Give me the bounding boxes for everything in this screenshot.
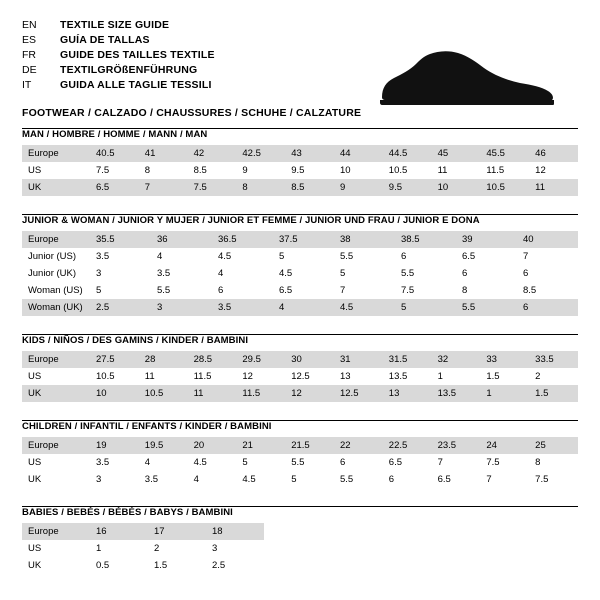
cell: 33.5 bbox=[529, 351, 578, 368]
cell: 31.5 bbox=[383, 351, 432, 368]
cell: 19 bbox=[90, 437, 139, 454]
row-label: US bbox=[22, 540, 90, 557]
cell: 3.5 bbox=[90, 248, 151, 265]
cell: 9 bbox=[236, 162, 285, 179]
cell: 21 bbox=[236, 437, 285, 454]
language-title-list bbox=[22, 18, 215, 93]
cell: 1 bbox=[432, 368, 481, 385]
cell: 9.5 bbox=[383, 179, 432, 196]
row-label: Europe bbox=[22, 523, 90, 540]
header bbox=[22, 18, 578, 119]
cell: 2.5 bbox=[206, 557, 264, 574]
cell: 8 bbox=[236, 179, 285, 196]
language-row bbox=[22, 18, 215, 33]
cell: 5 bbox=[236, 454, 285, 471]
cell: 5.5 bbox=[334, 471, 383, 488]
cell: 23.5 bbox=[432, 437, 481, 454]
size-table-kids bbox=[22, 351, 578, 402]
cell: 45 bbox=[432, 145, 481, 162]
cell: 37.5 bbox=[273, 231, 334, 248]
cell: 5.5 bbox=[456, 299, 517, 316]
cell: 8 bbox=[529, 454, 578, 471]
table-row bbox=[22, 454, 578, 471]
row-label: Europe bbox=[22, 351, 90, 368]
cell: 3.5 bbox=[212, 299, 273, 316]
cell: 10 bbox=[90, 385, 139, 402]
cell: 5.5 bbox=[395, 265, 456, 282]
cell: 10.5 bbox=[139, 385, 188, 402]
cell: 10 bbox=[334, 162, 383, 179]
row-label: Junior (UK) bbox=[22, 265, 90, 282]
cell: 6.5 bbox=[432, 471, 481, 488]
cell: 20 bbox=[188, 437, 237, 454]
cell: 4 bbox=[188, 471, 237, 488]
cell: 7.5 bbox=[480, 454, 529, 471]
size-table-man bbox=[22, 145, 578, 196]
cell: 13 bbox=[383, 385, 432, 402]
cell: 6 bbox=[334, 454, 383, 471]
cell: 6 bbox=[212, 282, 273, 299]
table-row bbox=[22, 282, 578, 299]
cell: 11 bbox=[529, 179, 578, 196]
cell: 13.5 bbox=[383, 368, 432, 385]
section-kids bbox=[22, 334, 578, 402]
table-row bbox=[22, 299, 578, 316]
cell: 8.5 bbox=[517, 282, 578, 299]
language-code: DE bbox=[22, 64, 37, 76]
cell: 7 bbox=[334, 282, 395, 299]
cell: 6.5 bbox=[456, 248, 517, 265]
size-table-children bbox=[22, 437, 578, 488]
cell: 11.5 bbox=[236, 385, 285, 402]
row-label: Junior (US) bbox=[22, 248, 90, 265]
cell: 6 bbox=[383, 471, 432, 488]
row-label: Woman (UK) bbox=[22, 299, 90, 316]
cell: 9.5 bbox=[285, 162, 334, 179]
table-row bbox=[22, 385, 578, 402]
footwear-heading: FOOTWEAR / CALZADO / CHAUSSURES / SCHUHE / CALZATURE bbox=[22, 107, 362, 119]
cell: 36.5 bbox=[212, 231, 273, 248]
section-babies bbox=[22, 506, 578, 574]
cell: 12 bbox=[529, 162, 578, 179]
cell: 9 bbox=[334, 179, 383, 196]
cell: 4 bbox=[139, 454, 188, 471]
section-junior-woman bbox=[22, 214, 578, 316]
cell: 11 bbox=[139, 368, 188, 385]
cell: 11.5 bbox=[480, 162, 529, 179]
cell: 1.5 bbox=[529, 385, 578, 402]
cell: 1.5 bbox=[480, 368, 529, 385]
cell: 1.5 bbox=[148, 557, 206, 574]
cell: 5 bbox=[395, 299, 456, 316]
cell: 22.5 bbox=[383, 437, 432, 454]
cell: 39 bbox=[456, 231, 517, 248]
cell: 22 bbox=[334, 437, 383, 454]
cell: 27.5 bbox=[90, 351, 139, 368]
cell: 1 bbox=[480, 385, 529, 402]
cell: 3 bbox=[90, 265, 151, 282]
cell: 13.5 bbox=[432, 385, 481, 402]
cell: 5 bbox=[285, 471, 334, 488]
table-row bbox=[22, 145, 578, 162]
cell: 38.5 bbox=[395, 231, 456, 248]
cell: 4 bbox=[273, 299, 334, 316]
cell: 5.5 bbox=[285, 454, 334, 471]
cell: 7 bbox=[432, 454, 481, 471]
cell: 12 bbox=[236, 368, 285, 385]
cell: 12.5 bbox=[334, 385, 383, 402]
cell: 10.5 bbox=[480, 179, 529, 196]
cell: 32 bbox=[432, 351, 481, 368]
cell: 7 bbox=[517, 248, 578, 265]
language-row bbox=[22, 78, 215, 93]
cell: 36 bbox=[151, 231, 212, 248]
row-label: UK bbox=[22, 471, 90, 488]
language-code: ES bbox=[22, 34, 37, 46]
table-row bbox=[22, 540, 264, 557]
section-title: MAN / HOMBRE / HOMME / MANN / MAN bbox=[22, 129, 208, 140]
language-title: GUÍA DE TALLAS bbox=[60, 34, 150, 46]
cell: 45.5 bbox=[480, 145, 529, 162]
table-row bbox=[22, 265, 578, 282]
cell: 6 bbox=[517, 265, 578, 282]
cell: 5.5 bbox=[151, 282, 212, 299]
row-label: Europe bbox=[22, 145, 90, 162]
language-code: FR bbox=[22, 49, 36, 61]
cell: 4 bbox=[212, 265, 273, 282]
section-man bbox=[22, 128, 578, 196]
cell: 7.5 bbox=[529, 471, 578, 488]
cell: 24 bbox=[480, 437, 529, 454]
table-row bbox=[22, 351, 578, 368]
cell: 17 bbox=[148, 523, 206, 540]
cell: 38 bbox=[334, 231, 395, 248]
row-label: US bbox=[22, 162, 90, 179]
cell: 41 bbox=[139, 145, 188, 162]
size-table-junior-woman bbox=[22, 231, 578, 316]
row-label: UK bbox=[22, 557, 90, 574]
cell: 46 bbox=[529, 145, 578, 162]
cell: 1 bbox=[90, 540, 148, 557]
row-label: UK bbox=[22, 179, 90, 196]
cell: 2.5 bbox=[90, 299, 151, 316]
cell: 29.5 bbox=[236, 351, 285, 368]
language-title-list-body bbox=[22, 18, 215, 93]
row-label: UK bbox=[22, 385, 90, 402]
cell: 12 bbox=[285, 385, 334, 402]
cell: 0.5 bbox=[90, 557, 148, 574]
cell: 4.5 bbox=[236, 471, 285, 488]
language-row bbox=[22, 48, 215, 63]
cell: 6.5 bbox=[273, 282, 334, 299]
cell: 3.5 bbox=[151, 265, 212, 282]
cell: 10.5 bbox=[383, 162, 432, 179]
cell: 6.5 bbox=[90, 179, 139, 196]
cell: 40 bbox=[517, 231, 578, 248]
row-label: US bbox=[22, 454, 90, 471]
cell: 5 bbox=[90, 282, 151, 299]
cell: 44.5 bbox=[383, 145, 432, 162]
table-row bbox=[22, 179, 578, 196]
cell: 18 bbox=[206, 523, 264, 540]
language-code: IT bbox=[22, 79, 32, 91]
cell: 21.5 bbox=[285, 437, 334, 454]
cell: 40.5 bbox=[90, 145, 139, 162]
cell: 33 bbox=[480, 351, 529, 368]
cell: 25 bbox=[529, 437, 578, 454]
table-row bbox=[22, 231, 578, 248]
table-row bbox=[22, 437, 578, 454]
cell: 3.5 bbox=[139, 471, 188, 488]
language-row bbox=[22, 33, 215, 48]
cell: 7.5 bbox=[395, 282, 456, 299]
cell: 5 bbox=[273, 248, 334, 265]
cell: 7.5 bbox=[188, 179, 237, 196]
section-title: CHILDREN / INFANTIL / ENFANTS / KINDER / BAMBINI bbox=[22, 421, 272, 432]
cell: 28.5 bbox=[188, 351, 237, 368]
cell: 8.5 bbox=[188, 162, 237, 179]
table-row bbox=[22, 248, 578, 265]
cell: 6 bbox=[395, 248, 456, 265]
cell: 19.5 bbox=[139, 437, 188, 454]
language-row bbox=[22, 63, 215, 78]
table-row bbox=[22, 162, 578, 179]
cell: 7 bbox=[139, 179, 188, 196]
cell: 11 bbox=[188, 385, 237, 402]
cell: 11 bbox=[432, 162, 481, 179]
row-label: Europe bbox=[22, 231, 90, 248]
dress-shoe-icon bbox=[376, 44, 556, 106]
cell: 44 bbox=[334, 145, 383, 162]
cell: 7 bbox=[480, 471, 529, 488]
row-label: Europe bbox=[22, 437, 90, 454]
section-title: BABIES / BEBÉS / BÉBÉS / BABYS / BAMBINI bbox=[22, 507, 233, 518]
cell: 3 bbox=[151, 299, 212, 316]
cell: 30 bbox=[285, 351, 334, 368]
table-row bbox=[22, 471, 578, 488]
cell: 43 bbox=[285, 145, 334, 162]
cell: 4.5 bbox=[188, 454, 237, 471]
cell: 6 bbox=[456, 265, 517, 282]
cell: 6 bbox=[517, 299, 578, 316]
cell: 4.5 bbox=[273, 265, 334, 282]
cell: 11.5 bbox=[188, 368, 237, 385]
cell: 3 bbox=[206, 540, 264, 557]
row-label: Woman (US) bbox=[22, 282, 90, 299]
cell: 2 bbox=[529, 368, 578, 385]
cell: 42 bbox=[188, 145, 237, 162]
section-title: KIDS / NIÑOS / DES GAMINS / KINDER / BAMBINI bbox=[22, 335, 249, 346]
cell: 8.5 bbox=[285, 179, 334, 196]
cell: 4 bbox=[151, 248, 212, 265]
cell: 4.5 bbox=[212, 248, 273, 265]
cell: 12.5 bbox=[285, 368, 334, 385]
cell: 3 bbox=[90, 471, 139, 488]
cell: 8 bbox=[456, 282, 517, 299]
cell: 13 bbox=[334, 368, 383, 385]
size-table-babies bbox=[22, 523, 264, 574]
cell: 5.5 bbox=[334, 248, 395, 265]
cell: 10 bbox=[432, 179, 481, 196]
cell: 7.5 bbox=[90, 162, 139, 179]
section-children bbox=[22, 420, 578, 488]
section-title: JUNIOR & WOMAN / JUNIOR Y MUJER / JUNIOR ET FEMME / JUNIOR UND FRAU / JUNIOR E DONA bbox=[22, 215, 480, 226]
cell: 4.5 bbox=[334, 299, 395, 316]
table-row bbox=[22, 557, 264, 574]
language-title: GUIDA ALLE TAGLIE TESSILI bbox=[60, 79, 212, 91]
cell: 42.5 bbox=[236, 145, 285, 162]
language-title: TEXTILE SIZE GUIDE bbox=[60, 19, 170, 31]
cell: 31 bbox=[334, 351, 383, 368]
cell: 10.5 bbox=[90, 368, 139, 385]
cell: 3.5 bbox=[90, 454, 139, 471]
table-row bbox=[22, 523, 264, 540]
language-title: TEXTILGRÖßENFÜHRUNG bbox=[60, 64, 198, 76]
language-title: GUIDE DES TAILLES TEXTILE bbox=[60, 49, 215, 61]
language-code: EN bbox=[22, 19, 37, 31]
cell: 2 bbox=[148, 540, 206, 557]
table-row bbox=[22, 368, 578, 385]
cell: 5 bbox=[334, 265, 395, 282]
cell: 6.5 bbox=[383, 454, 432, 471]
cell: 35.5 bbox=[90, 231, 151, 248]
cell: 8 bbox=[139, 162, 188, 179]
row-label: US bbox=[22, 368, 90, 385]
cell: 16 bbox=[90, 523, 148, 540]
cell: 28 bbox=[139, 351, 188, 368]
